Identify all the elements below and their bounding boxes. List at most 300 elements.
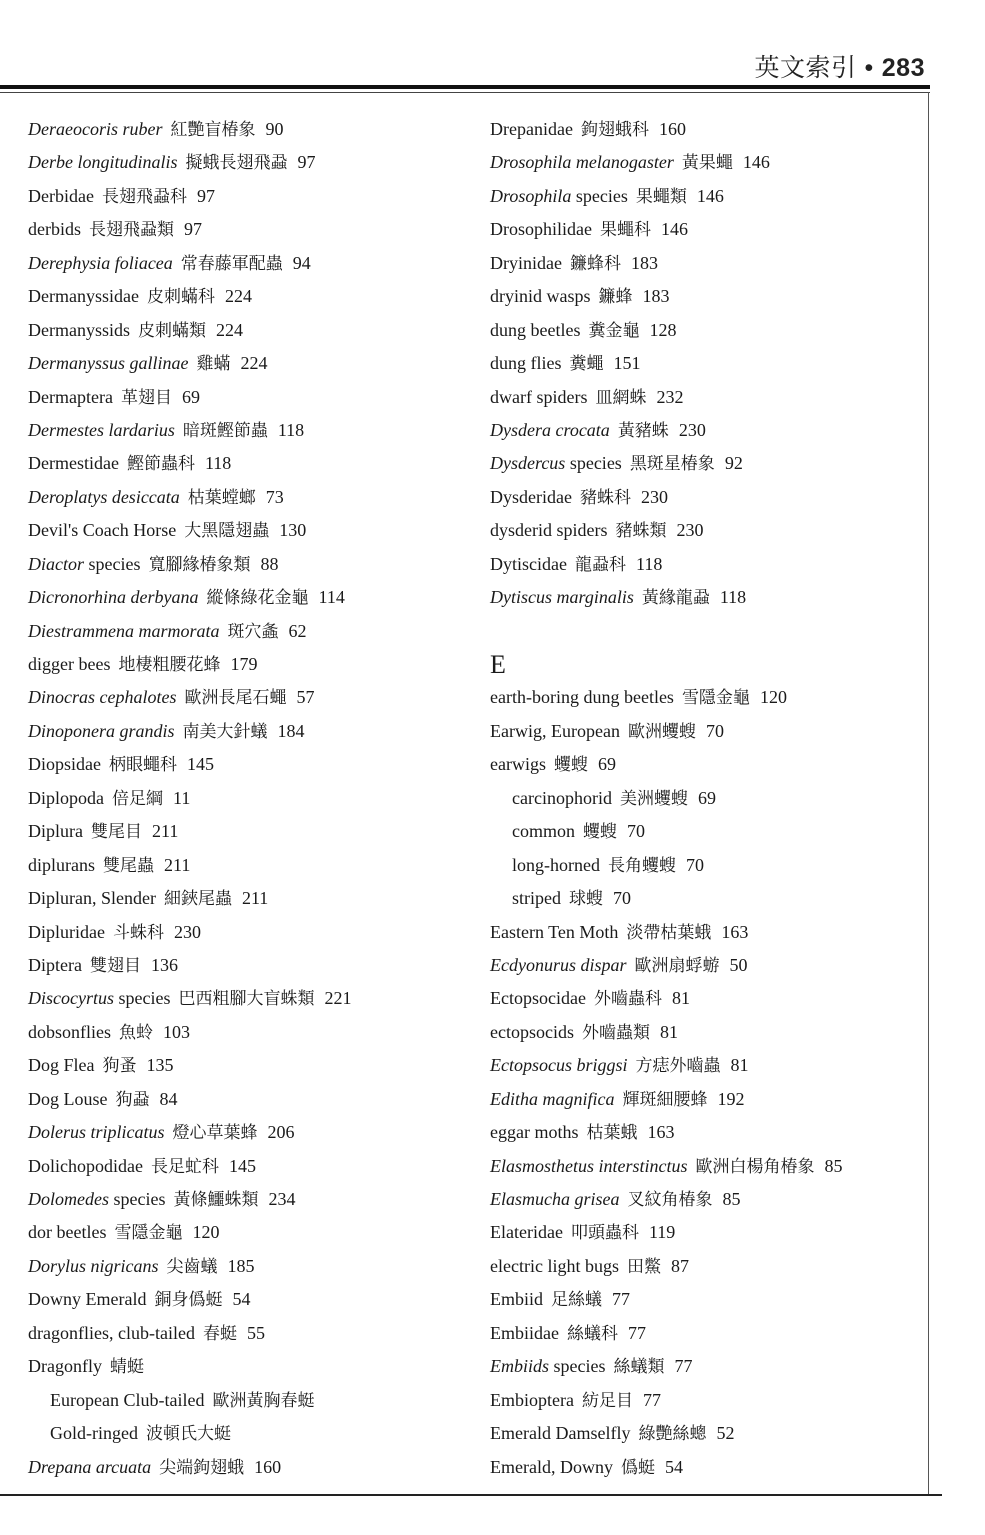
index-entry <box>28 1116 468 1149</box>
index-entry <box>28 1350 468 1383</box>
entry-term: Drosophila melanogaster <box>490 152 674 173</box>
entry-term: Dermanyssus gallinae <box>28 353 189 374</box>
entry-page-number: 183 <box>642 286 670 307</box>
entry-chinese-name: 狗蚤 <box>102 1056 137 1077</box>
entry-page-number: 230 <box>678 419 706 440</box>
index-entry <box>490 916 920 949</box>
entry-term: common <box>512 821 575 842</box>
entry-chinese-name: 枯葉蛾 <box>586 1123 638 1144</box>
index-entry <box>28 1216 468 1249</box>
entry-chinese-name: 黃緣龍蝨 <box>641 588 710 609</box>
entry-page-number: 230 <box>640 486 668 507</box>
entry-term: Dermanyssids <box>28 319 130 340</box>
entry-page-number: 54 <box>664 1456 683 1477</box>
entry-term: dryinid wasps <box>490 286 591 307</box>
entry-term: dobsonflies <box>28 1021 111 1042</box>
entry-term: ectopsocids <box>490 1021 574 1042</box>
entry-page-number: 234 <box>268 1189 296 1209</box>
entry-page-number: 81 <box>671 988 690 1009</box>
entry-term: Elateridae <box>490 1222 563 1243</box>
entry-chinese-name: 大黑隱翅蟲 <box>184 521 270 542</box>
entry-term: Dragonfly <box>28 1356 102 1377</box>
section-letter-text: E <box>490 649 506 679</box>
entry-term-suffix: species <box>565 453 622 474</box>
entry-chinese-name: 美洲蠼螋 <box>619 788 688 809</box>
entry-term: Dolichopodidae <box>28 1155 143 1176</box>
index-entry <box>490 581 920 614</box>
entry-term: eggar moths <box>490 1122 579 1143</box>
entry-term: Dicronorhina derbyana <box>28 587 199 608</box>
index-entry <box>490 347 920 380</box>
entry-page-number: 146 <box>660 219 688 240</box>
entry-page-number: 185 <box>227 1255 255 1276</box>
entry-page-number: 87 <box>670 1255 689 1276</box>
header-separator: • <box>864 54 874 82</box>
entry-term-suffix: species <box>549 1356 606 1377</box>
entry-page-number: 70 <box>613 888 631 909</box>
entry-page-number: 211 <box>151 821 179 842</box>
header-rule <box>0 85 930 89</box>
entry-term: Downy Emerald <box>28 1289 147 1310</box>
entry-page-number: 69 <box>697 787 716 808</box>
entry-term: carcinophorid <box>512 787 612 808</box>
entry-page-number: 84 <box>159 1088 178 1109</box>
entry-term: dung flies <box>490 353 562 374</box>
entry-chinese-name: 鉤翅蛾科 <box>580 120 649 140</box>
entry-chinese-name: 龍蝨科 <box>574 554 626 575</box>
entry-term: digger bees <box>28 654 111 674</box>
index-entry <box>490 681 920 714</box>
index-entry <box>28 1317 468 1350</box>
entry-term: Derbidae <box>28 185 94 206</box>
entry-chinese-name: 球螋 <box>569 889 603 910</box>
entry-page-number: 145 <box>228 1155 256 1176</box>
entry-chinese-name: 細鋏尾蟲 <box>163 889 232 910</box>
index-subentry <box>490 882 920 915</box>
entry-page-number: 130 <box>279 520 307 541</box>
entry-chinese-name: 地棲粗腰花蜂 <box>118 655 221 675</box>
entry-term: Derephysia foliacea <box>28 252 173 273</box>
running-header <box>755 48 926 84</box>
entry-page-number: 85 <box>824 1155 843 1176</box>
entry-page-number: 103 <box>163 1021 190 1042</box>
index-entry <box>28 949 468 982</box>
entry-chinese-name: 長翅飛蝨科 <box>101 186 187 207</box>
index-entry <box>28 849 468 882</box>
entry-chinese-name: 狗蝨 <box>115 1089 150 1110</box>
entry-page-number: 224 <box>216 319 243 340</box>
entry-term: Earwig, European <box>490 720 620 741</box>
entry-chinese-name: 長翅飛蝨類 <box>89 220 174 241</box>
entry-page-number: 146 <box>696 185 724 206</box>
entry-page-number: 81 <box>659 1021 678 1042</box>
index-entry <box>28 681 468 714</box>
entry-chinese-name: 枯葉螳螂 <box>187 487 256 508</box>
entry-term-suffix: species <box>84 553 141 574</box>
entry-term: Drepana arcuata <box>28 1456 152 1477</box>
index-entry <box>490 1216 920 1249</box>
entry-chinese-name: 縱條綠花金龜 <box>206 588 309 609</box>
entry-page-number: 118 <box>719 587 747 608</box>
entry-chinese-name: 巴西粗腳大盲蛛類 <box>178 989 315 1010</box>
entry-chinese-name: 燈心草葉蜂 <box>172 1123 258 1144</box>
entry-chinese-name: 寬腳緣椿象類 <box>148 554 251 575</box>
entry-term: dwarf spiders <box>490 386 588 407</box>
entry-term: striped <box>512 888 561 909</box>
entry-page-number: 92 <box>724 453 743 474</box>
index-entry <box>28 1049 468 1082</box>
entry-page-number: 90 <box>265 119 284 139</box>
entry-chinese-name: 糞蠅 <box>569 354 604 375</box>
entry-page-number: 230 <box>676 520 704 541</box>
index-entry <box>28 815 468 848</box>
entry-chinese-name: 蠼螋 <box>553 755 588 776</box>
entry-page-number: 97 <box>196 185 215 206</box>
entry-term: Dog Louse <box>28 1088 108 1109</box>
index-entry <box>28 213 468 246</box>
index-entry <box>490 213 920 246</box>
entry-page-number: 69 <box>597 754 616 775</box>
entry-chinese-name: 雞蟎 <box>196 354 231 375</box>
index-column-right <box>490 113 920 1484</box>
entry-page-number: 77 <box>612 1289 630 1310</box>
entry-page-number: 11 <box>173 787 191 808</box>
entry-page-number: 163 <box>721 921 749 942</box>
entry-term: Ectopsocus briggsi <box>490 1055 628 1076</box>
index-entry <box>490 715 920 748</box>
entry-page-number: 224 <box>224 286 252 307</box>
entry-chinese-name: 常春藤軍配蟲 <box>180 253 283 274</box>
entry-chinese-name: 豬蛛科 <box>579 487 631 508</box>
entry-term: Discocyrtus <box>28 988 114 1009</box>
entry-chinese-name: 歐洲扇蜉蝣 <box>634 955 720 976</box>
entry-term-suffix: species <box>571 185 628 206</box>
entry-chinese-name: 尖齒蟻 <box>166 1256 218 1277</box>
entry-chinese-name: 足絲蟻 <box>551 1290 602 1311</box>
header-title: 英文索引 <box>754 54 857 82</box>
index-entry <box>28 615 468 648</box>
index-entry <box>490 314 920 347</box>
entry-page-number: 211 <box>241 888 269 909</box>
entry-term: Drosophilidae <box>490 219 592 240</box>
entry-term: Dog Flea <box>28 1055 95 1076</box>
index-entry <box>28 1250 468 1283</box>
entry-term: Dysdera crocata <box>490 419 610 440</box>
entry-chinese-name: 歐洲黃胸春蜓 <box>212 1390 315 1411</box>
entry-chinese-name: 紅艷盲椿象 <box>170 120 256 140</box>
entry-term: Diestrammena marmorata <box>28 620 220 641</box>
entry-chinese-name: 雙翅目 <box>89 955 141 976</box>
footer-rule <box>0 1494 942 1496</box>
index-entry <box>28 1083 468 1116</box>
index-entry <box>28 1150 468 1183</box>
entry-term: Deroplatys desiccata <box>28 486 180 507</box>
index-entry <box>28 581 468 614</box>
entry-chinese-name: 倍足綱 <box>112 788 163 809</box>
entry-chinese-name: 歐洲蠼螋 <box>627 721 696 742</box>
entry-page-number: 136 <box>150 954 178 975</box>
entry-page-number: 77 <box>674 1356 693 1377</box>
index-entry <box>28 1016 468 1049</box>
index-column-left <box>28 113 468 1484</box>
entry-term: Dytiscidae <box>490 553 567 574</box>
entry-chinese-name: 黑斑星椿象 <box>629 454 715 475</box>
index-entry <box>28 146 468 179</box>
index-entry <box>490 1150 920 1183</box>
entry-chinese-name: 南美大針蟻 <box>182 721 268 742</box>
entry-chinese-name: 斑穴螽 <box>227 621 279 642</box>
entry-term: Devil's Coach Horse <box>28 520 177 541</box>
entry-term: Diplura <box>28 821 83 842</box>
entry-chinese-name: 絲蟻類 <box>613 1357 665 1378</box>
entry-page-number: 221 <box>324 988 352 1009</box>
entry-term: Embiids <box>490 1356 550 1377</box>
index-entry <box>490 1283 920 1316</box>
entry-term: Dinoponera grandis <box>28 720 175 741</box>
entry-chinese-name: 叉紋角椿象 <box>627 1190 713 1211</box>
entry-page-number: 232 <box>656 386 684 407</box>
entry-term: Diactor <box>28 553 84 574</box>
entry-term: Embiidae <box>490 1322 559 1343</box>
entry-chinese-name: 歐洲白楊角椿象 <box>695 1156 815 1177</box>
entry-page-number: 146 <box>742 152 770 173</box>
entry-term: long-horned <box>512 854 600 875</box>
entry-chinese-name: 長角蠼螋 <box>607 855 676 876</box>
entry-page-number: 70 <box>627 821 645 842</box>
index-entry <box>490 1350 920 1383</box>
entry-page-number: 62 <box>288 620 307 641</box>
index-entry <box>28 1283 468 1316</box>
entry-page-number: 81 <box>730 1055 749 1076</box>
entry-page-number: 54 <box>232 1289 251 1310</box>
entry-page-number: 163 <box>647 1122 675 1143</box>
entry-page-number: 211 <box>164 854 191 875</box>
entry-chinese-name: 歐洲長尾石蠅 <box>184 688 287 709</box>
index-subentry <box>490 815 920 848</box>
entry-term: Dryinidae <box>490 252 562 273</box>
entry-chinese-name: 擬蛾長翅飛蝨 <box>185 153 288 174</box>
entry-term: Gold-ringed <box>50 1423 138 1444</box>
entry-term: Dysdercus <box>490 453 566 474</box>
entry-page-number: 160 <box>658 119 686 139</box>
entry-chinese-name: 方痣外嚙蟲 <box>635 1056 721 1077</box>
entry-term: Derbe longitudinalis <box>28 152 178 173</box>
index-entry <box>28 481 468 514</box>
entry-term: Ecdyonurus dispar <box>490 954 627 975</box>
index-entry <box>28 882 468 915</box>
entry-term: dor beetles <box>28 1222 107 1243</box>
index-entry <box>28 548 468 581</box>
entry-term: Dipluridae <box>28 921 105 942</box>
entry-chinese-name: 果蠅類 <box>635 186 687 207</box>
entry-page-number: 88 <box>260 553 279 574</box>
entry-chinese-name: 雪隱金龜 <box>114 1223 183 1244</box>
index-entry <box>28 1451 468 1484</box>
entry-chinese-name: 黃條鱷蛛類 <box>173 1190 259 1210</box>
right-border-rule <box>928 92 929 1495</box>
entry-chinese-name: 銅身僞蜓 <box>154 1290 223 1311</box>
index-entry <box>28 782 468 815</box>
index-entry <box>490 1250 920 1283</box>
entry-chinese-name: 蜻蜓 <box>109 1357 144 1378</box>
index-entry <box>490 481 920 514</box>
entry-page-number: 70 <box>705 720 724 741</box>
entry-page-number: 118 <box>277 419 305 440</box>
entry-page-number: 94 <box>292 252 311 273</box>
entry-term: Dermanyssidae <box>28 286 139 307</box>
page-number: 283 <box>881 54 925 82</box>
entry-term-suffix: species <box>108 1189 166 1209</box>
entry-chinese-name: 波頓氏大蜓 <box>145 1424 231 1445</box>
index-entry <box>490 1384 920 1417</box>
entry-chinese-name: 尖端鉤翅蛾 <box>159 1457 245 1478</box>
index-entry <box>490 748 920 781</box>
index-entry <box>490 1116 920 1149</box>
entry-page-number: 73 <box>265 486 284 507</box>
entry-page-number: 97 <box>297 152 316 173</box>
entry-chinese-name: 魚蛉 <box>119 1022 153 1043</box>
entry-term: Ectopsocidae <box>490 988 586 1009</box>
index-entry <box>490 949 920 982</box>
entry-term: electric light bugs <box>490 1255 619 1276</box>
index-subentry <box>28 1417 468 1450</box>
entry-chinese-name: 長足虻科 <box>150 1156 219 1177</box>
entry-page-number: 69 <box>181 386 200 407</box>
entry-term: Emerald Damselfly <box>490 1423 631 1444</box>
entry-term: Elasmosthetus interstinctus <box>490 1155 688 1176</box>
entry-term: Dytiscus marginalis <box>490 587 634 608</box>
entry-page-number: 85 <box>722 1189 741 1210</box>
index-entry <box>490 1417 920 1450</box>
index-entry <box>490 514 920 547</box>
entry-page-number: 224 <box>240 353 268 374</box>
entry-chinese-name: 柄眼蠅科 <box>108 755 177 776</box>
entry-chinese-name: 鐮蜂 <box>598 287 633 308</box>
entry-chinese-name: 外嚙蟲科 <box>593 989 662 1010</box>
index-entry <box>28 381 468 414</box>
entry-term: Diptera <box>28 954 82 975</box>
index-entry <box>490 381 920 414</box>
entry-chinese-name: 春蜓 <box>202 1323 237 1344</box>
entry-term: Dolomedes <box>28 1189 109 1209</box>
entry-term: earth-boring dung beetles <box>490 687 674 708</box>
entry-chinese-name: 果蠅科 <box>599 220 651 241</box>
entry-page-number: 120 <box>192 1222 220 1243</box>
entry-chinese-name: 黃果蠅 <box>681 153 733 174</box>
entry-page-number: 55 <box>246 1322 265 1343</box>
entry-chinese-name: 外嚙蟲類 <box>581 1022 650 1043</box>
entry-chinese-name: 鰹節蟲科 <box>126 454 195 475</box>
index-entry <box>28 347 468 380</box>
section-letter <box>490 615 920 682</box>
entry-term: Diplopoda <box>28 787 104 808</box>
index-entry <box>28 916 468 949</box>
entry-term: Diopsidae <box>28 754 101 775</box>
entry-chinese-name: 雙尾蟲 <box>103 855 154 876</box>
entry-chinese-name: 綠艷絲蟌 <box>638 1424 707 1445</box>
index-entry <box>28 748 468 781</box>
entry-chinese-name: 輝斑細腰蜂 <box>622 1089 708 1110</box>
entry-page-number: 97 <box>184 219 202 240</box>
entry-page-number: 120 <box>759 687 787 708</box>
index-entry <box>490 280 920 313</box>
entry-term: Dysderidae <box>490 486 572 507</box>
index-entry <box>28 314 468 347</box>
entry-page-number: 183 <box>630 252 658 273</box>
entry-chinese-name: 叩頭蟲科 <box>570 1223 639 1244</box>
entry-term: Dipluran, Slender <box>28 888 156 909</box>
index-entry <box>28 982 468 1015</box>
index-entry <box>28 414 468 447</box>
index-subentry <box>490 782 920 815</box>
entry-term: Editha magnifica <box>490 1088 615 1109</box>
index-entry <box>490 1451 920 1484</box>
entry-page-number: 184 <box>277 720 305 741</box>
index-entry <box>490 1183 920 1216</box>
entry-chinese-name: 絲蟻科 <box>566 1323 618 1344</box>
index-entry <box>28 113 468 146</box>
index-entry <box>28 280 468 313</box>
entry-term: Eastern Ten Moth <box>490 921 619 942</box>
entry-page-number: 135 <box>146 1055 174 1076</box>
entry-page-number: 128 <box>649 319 677 340</box>
index-entry <box>490 447 920 480</box>
entry-page-number: 151 <box>613 353 641 374</box>
entry-term: Dinocras cephalotes <box>28 687 177 708</box>
entry-page-number: 118 <box>204 453 232 474</box>
index-entry <box>490 247 920 280</box>
entry-page-number: 145 <box>186 754 214 775</box>
index-entry <box>490 113 920 146</box>
entry-page-number: 160 <box>254 1456 282 1477</box>
entry-term: Dolerus triplicatus <box>28 1122 165 1143</box>
entry-chinese-name: 糞金龜 <box>588 320 640 341</box>
entry-term: Embioptera <box>490 1389 574 1410</box>
entry-term: Dermaptera <box>28 386 113 407</box>
entry-page-number: 50 <box>729 954 748 975</box>
entry-term-suffix: species <box>113 988 171 1009</box>
entry-term: dysderid spiders <box>490 520 608 541</box>
header-rule-thin <box>0 92 930 93</box>
index-entry <box>28 247 468 280</box>
index-entry <box>490 548 920 581</box>
entry-term: earwigs <box>490 754 546 775</box>
entry-chinese-name: 黃豬蛛 <box>617 420 669 441</box>
entry-page-number: 114 <box>318 587 345 608</box>
entry-term: Emerald, Downy <box>490 1456 613 1477</box>
entry-term: Dermestidae <box>28 453 119 474</box>
entry-term: Dermestes lardarius <box>28 419 175 440</box>
entry-term: European Club-tailed <box>50 1389 205 1410</box>
entry-page-number: 57 <box>296 687 315 708</box>
entry-term: Drosophila <box>490 185 572 206</box>
index-entry <box>490 982 920 1015</box>
index-entry <box>490 414 920 447</box>
entry-page-number: 119 <box>648 1222 676 1243</box>
index-entry <box>28 180 468 213</box>
entry-chinese-name: 暗斑鰹節蟲 <box>182 420 268 441</box>
index-entry <box>490 180 920 213</box>
index-entry <box>490 1049 920 1082</box>
entry-term: derbids <box>28 219 81 240</box>
entry-page-number: 77 <box>627 1322 646 1343</box>
entry-term: dragonflies, club-tailed <box>28 1322 195 1343</box>
entry-chinese-name: 皮刺蟎類 <box>138 320 206 341</box>
index-entry <box>28 715 468 748</box>
entry-chinese-name: 皮刺蟎科 <box>146 287 215 308</box>
index-entry <box>28 648 468 681</box>
entry-term: Deraeocoris ruber <box>28 119 163 139</box>
